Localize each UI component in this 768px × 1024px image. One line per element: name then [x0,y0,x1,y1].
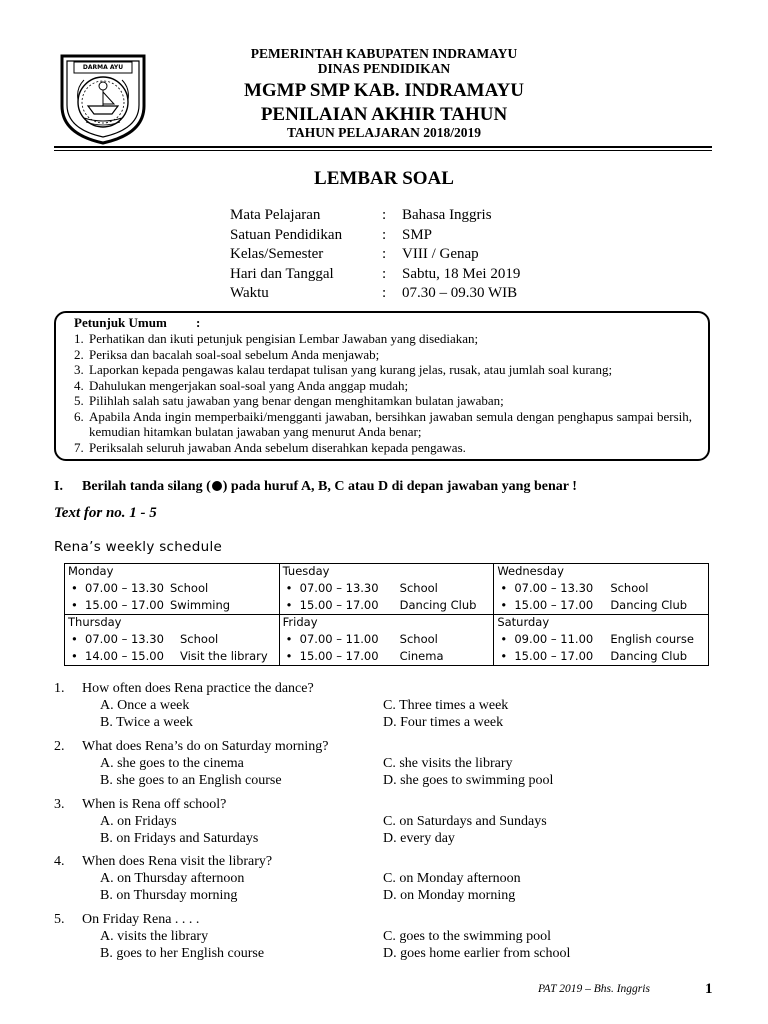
question-number: 4. [54,854,65,869]
page-number: 1 [705,981,713,997]
question-text: What does Rena’s do on Saturday morning? [82,739,329,754]
page-title: LEMBAR SOAL [314,168,454,189]
schedule-cell-saturday [494,615,709,666]
instructions-title-colon: : [196,315,201,330]
meta-colon: : [382,226,387,243]
instruction-item [74,362,692,378]
meta-label: Waktu [230,285,269,301]
day-label: Thursday [68,615,122,629]
question-number: 5. [54,912,65,927]
day-label: Wednesday [497,564,564,578]
meta-label: Mata Pelajaran [230,207,321,223]
instruction-number: 5. [74,393,84,408]
entry-activity: Dancing Club [610,649,688,663]
schedule-cell-tuesday [279,564,494,615]
instruction-item [74,331,692,347]
section-number: I. [54,479,63,494]
meta-colon: : [382,265,387,282]
entry-activity: Swimming [170,598,231,612]
instruction-text: Laporkan kepada pengawas kalau terdapat tulisan yang kurang jelas, rusak, atau jumlah soal kurang; [89,362,613,377]
question-text: When does Rena visit the library? [82,854,273,869]
day-label: Tuesday [282,564,330,578]
option-c[interactable]: C. she visits the library [383,756,513,771]
instructions-title [74,315,201,331]
option-b[interactable]: B. on Thursday morning [100,888,238,903]
bullet-icon: • [71,649,78,663]
question-number: 3. [54,797,65,812]
meta-value: 07.30 – 09.30 WIB [402,285,518,301]
instruction-item [74,347,692,363]
entry-time: 15.00 – 17.00 [514,598,594,612]
section-text-before: Berilah tanda silang ( [82,479,211,494]
header-exam-name: PENILAIAN AKHIR TAHUN [260,104,508,125]
regency-emblem-logo [54,48,152,146]
meta-colon: : [382,207,387,223]
meta-label: Kelas/Semester [230,246,324,262]
entry-time: 07.00 – 13.30 [514,581,594,595]
question-number: 2. [54,739,65,754]
entry-activity: School [399,632,438,646]
header-school-year: TAHUN PELAJARAN 2018/2019 [286,125,481,140]
schedule-cell-wednesday [494,564,709,615]
entry-time: 09.00 – 11.00 [514,632,594,646]
option-c[interactable]: C. on Saturdays and Sundays [383,814,547,829]
bullet-icon: • [285,581,293,595]
option-b[interactable]: B. on Fridays and Saturdays [100,831,259,846]
bullet-icon: • [500,649,508,663]
schedule-table [64,563,709,666]
entry-activity: School [170,581,209,595]
entry-time: 07.00 – 13.30 [85,632,164,646]
schedule-cell-monday [65,564,280,615]
question-number: 1. [54,681,65,696]
schedule-title: Rena’s weekly schedule [54,539,223,555]
bullet-icon: • [285,632,293,646]
option-b[interactable]: B. goes to her English course [100,946,265,961]
option-a[interactable]: A. she goes to the cinema [100,756,244,771]
instruction-number: 3. [74,362,84,377]
header-government: PEMERINTAH KABUPATEN INDRAMAYU [250,46,518,61]
emblem-icon [54,48,152,146]
question-text: On Friday Rena . . . . [82,912,200,927]
instruction-text: Pilihlah salah satu jawaban yang benar dengan menghitamkan bulatan jawaban; [89,393,504,408]
entry-time: 07.00 – 11.00 [299,632,379,646]
option-a[interactable]: A. visits the library [100,929,209,944]
day-label: Saturday [497,615,550,629]
header-department: DINAS PENDIDIKAN [317,61,451,76]
text-reference: Text for no. 1 - 5 [54,505,157,521]
option-d[interactable]: D. on Monday morning [383,888,516,903]
instruction-text: Periksalah seluruh jawaban Anda sebelum diserahkan kepada pengawas. [89,440,466,455]
emblem-label: DARMA AYU [82,64,124,71]
instruction-number: 6. [74,408,84,424]
meta-value: SMP [402,226,433,243]
instruction-text: Dahulukan mengerjakan soal-soal yang Anda anggap mudah; [89,377,409,393]
footer-label: PAT 2019 – Bhs. Inggris [538,983,650,995]
option-c[interactable]: C. on Monday afternoon [383,871,521,886]
instruction-item [74,378,692,394]
entry-activity: Cinema [399,649,444,663]
instruction-number: 4. [74,377,84,393]
table-row [65,615,709,666]
meta-colon: : [382,285,387,301]
instruction-text: Perhatikan dan ikuti petunjuk pengisian Lembar Jawaban yang disediakan; [89,331,479,346]
day-label: Friday [282,615,318,629]
option-c[interactable]: C. Three times a week [383,698,509,713]
meta-value: Sabtu, 18 Mei 2019 [402,265,521,282]
bullet-icon: • [285,598,293,612]
bullet-icon: • [71,581,78,595]
entry-time: 15.00 – 17.00 [299,649,379,663]
option-a[interactable]: A. on Thursday afternoon [100,871,245,886]
entry-activity: Dancing Club [399,598,477,612]
instruction-number: 1. [74,331,84,346]
schedule-cell-friday [279,615,494,666]
option-d[interactable]: D. Four times a week [383,715,504,730]
filled-circle-icon [212,481,222,491]
bullet-icon: • [500,632,508,646]
bullet-icon: • [71,598,78,612]
meta-value: Bahasa Inggris [402,207,492,223]
question-text: How often does Rena practice the dance? [82,681,314,696]
meta-value: VIII / Genap [402,246,479,262]
instruction-item [74,393,692,409]
entry-activity: Dancing Club [610,598,688,612]
header-divider-thin [54,150,712,151]
option-c[interactable]: C. goes to the swimming pool [383,929,551,944]
option-d[interactable]: D. she goes to swimming pool [383,773,554,788]
meta-colon: : [382,246,387,262]
day-label: Monday [68,564,114,578]
meta-label: Hari dan Tanggal [230,265,334,282]
section-text-after: ) pada huruf A, B, C atau D di depan jawaban yang benar ! [222,479,577,494]
bullet-icon: • [500,598,508,612]
header-mgmp: MGMP SMP KAB. INDRAMAYU [243,80,525,101]
option-b[interactable]: B. she goes to an English course [100,773,282,788]
meta-label: Satuan Pendidikan [230,226,343,243]
entry-time: 15.00 – 17.00 [299,598,379,612]
question-text: When is Rena off school? [82,797,227,812]
entry-activity: School [180,632,219,646]
section-instruction [82,479,577,495]
entry-activity: Visit the library [180,649,268,663]
option-a[interactable]: A. Once a week [100,698,190,713]
option-d[interactable]: D. goes home earlier from school [383,946,571,961]
bullet-icon: • [500,581,508,595]
option-d[interactable]: D. every day [383,831,455,846]
instruction-number: 2. [74,346,84,362]
instruction-text: Periksa dan bacalah soal-soal sebelum Anda menjawab; [89,346,380,362]
entry-time: 07.00 – 13.30 [85,581,164,595]
bullet-icon: • [71,632,78,646]
instruction-text: Apabila Anda ingin memperbaiki/mengganti jawaban, bersihkan jawaban semula dengan penghapus sampai bersih, kemudian hitamkan bulatan jawaban yang menurut Anda benar; [89,408,692,439]
entry-time: 14.00 – 15.00 [85,649,164,663]
header-divider-thick [54,146,712,148]
instruction-item [74,409,692,440]
entry-activity: School [399,581,438,595]
bullet-icon: • [285,649,293,663]
entry-time: 07.00 – 13.30 [299,581,379,595]
instruction-number: 7. [74,440,84,455]
option-a[interactable]: A. on Fridays [100,814,177,829]
entry-activity: School [610,581,649,595]
schedule-cell-thursday [65,615,280,666]
instruction-item [74,440,692,456]
entry-activity: English course [610,632,694,646]
entry-time: 15.00 – 17.00 [85,598,164,612]
table-row [65,564,709,615]
option-b[interactable]: B. Twice a week [100,715,193,730]
entry-time: 15.00 – 17.00 [514,649,594,663]
instructions-title-text: Petunjuk Umum [74,315,167,330]
